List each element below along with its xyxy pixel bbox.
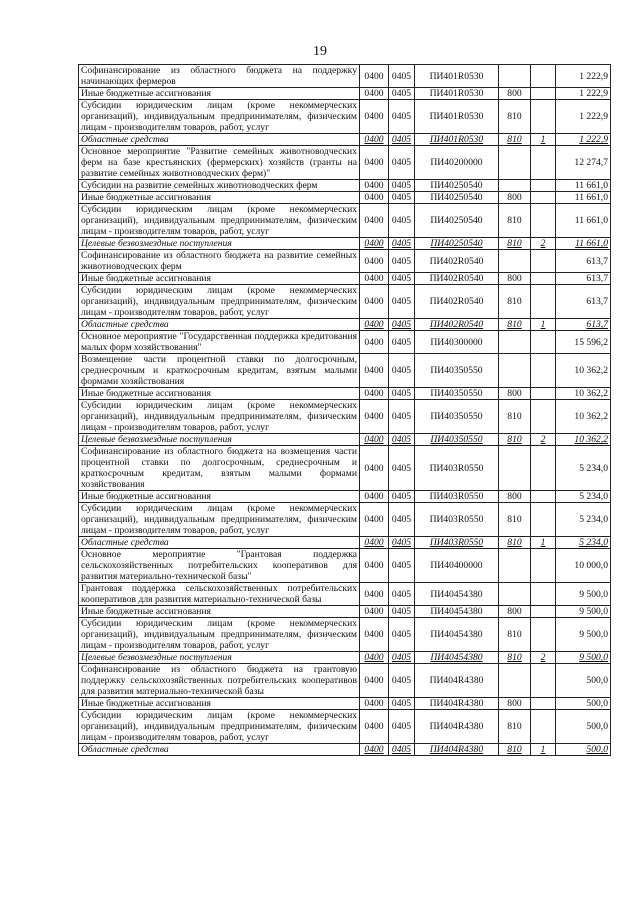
expense-type-cell: 810 xyxy=(499,285,531,319)
funding-source-cell xyxy=(531,331,556,354)
target-article-cell: ПИ40200000 xyxy=(415,146,499,180)
subsection-code-cell: 0405 xyxy=(389,491,415,503)
table-row xyxy=(79,698,611,710)
funding-source-cell xyxy=(531,192,556,204)
table-row xyxy=(79,652,611,664)
subsection-code-cell: 0405 xyxy=(389,388,415,400)
table-row xyxy=(79,400,611,434)
expense-type-cell: 800 xyxy=(499,88,531,100)
amount-cell: 10 362,2 xyxy=(556,354,611,388)
expense-type-cell: 810 xyxy=(499,238,531,250)
subsection-code-cell: 0405 xyxy=(389,664,415,698)
expense-type-cell xyxy=(499,549,531,583)
target-article-cell: ПИ40350550 xyxy=(415,388,499,400)
funding-source-cell xyxy=(531,400,556,434)
table-row xyxy=(79,285,611,319)
subsection-code-cell: 0405 xyxy=(389,434,415,446)
expense-type-cell: 800 xyxy=(499,388,531,400)
subsection-code-cell: 0405 xyxy=(389,331,415,354)
section-code-cell: 0400 xyxy=(360,180,389,192)
section-code-cell: 0400 xyxy=(360,134,389,146)
amount-cell: 613,7 xyxy=(556,250,611,273)
section-code-cell: 0400 xyxy=(360,65,389,88)
expense-type-cell xyxy=(499,146,531,180)
row-name-cell: Целевые безвозмездные поступления xyxy=(79,652,360,664)
expense-type-cell: 810 xyxy=(499,537,531,549)
section-code-cell: 0400 xyxy=(360,331,389,354)
section-code-cell: 0400 xyxy=(360,698,389,710)
section-code-cell: 0400 xyxy=(360,652,389,664)
target-article-cell: ПИ403R0550 xyxy=(415,537,499,549)
expense-type-cell xyxy=(499,65,531,88)
funding-source-cell xyxy=(531,88,556,100)
amount-cell: 10 362,2 xyxy=(556,388,611,400)
subsection-code-cell: 0405 xyxy=(389,618,415,652)
budget-table xyxy=(78,64,611,756)
target-article-cell: ПИ403R0550 xyxy=(415,446,499,491)
subsection-code-cell: 0405 xyxy=(389,146,415,180)
expense-type-cell: 810 xyxy=(499,204,531,238)
amount-cell: 5 234,0 xyxy=(556,491,611,503)
row-name-cell: Иные бюджетные ассигнования xyxy=(79,88,360,100)
section-code-cell: 0400 xyxy=(360,537,389,549)
row-name-cell: Иные бюджетные ассигнования xyxy=(79,192,360,204)
funding-source-cell xyxy=(531,65,556,88)
row-name-cell: Субсидии юридическим лицам (кроме некоммерческих организаций), индивидуальным предпринимателям, физическим лицам - производителям товаров, работ, услуг xyxy=(79,710,360,744)
expense-type-cell xyxy=(499,250,531,273)
subsection-code-cell: 0405 xyxy=(389,606,415,618)
amount-cell: 9 500,0 xyxy=(556,583,611,606)
row-name-cell: Основное мероприятие "Грантовая поддержка сельскохозяйственных потребительских кооперативов для развития материально-технической базы" xyxy=(79,549,360,583)
amount-cell: 1 222,9 xyxy=(556,88,611,100)
subsection-code-cell: 0405 xyxy=(389,204,415,238)
section-code-cell: 0400 xyxy=(360,100,389,134)
subsection-code-cell: 0405 xyxy=(389,537,415,549)
subsection-code-cell: 0405 xyxy=(389,583,415,606)
amount-cell: 15 596,2 xyxy=(556,331,611,354)
target-article-cell: ПИ401R0530 xyxy=(415,134,499,146)
target-article-cell: ПИ404R4380 xyxy=(415,710,499,744)
table-row xyxy=(79,192,611,204)
expense-type-cell: 810 xyxy=(499,319,531,331)
expense-type-cell: 810 xyxy=(499,710,531,744)
table-row xyxy=(79,146,611,180)
subsection-code-cell: 0405 xyxy=(389,698,415,710)
funding-source-cell xyxy=(531,583,556,606)
target-article-cell: ПИ40300000 xyxy=(415,331,499,354)
section-code-cell: 0400 xyxy=(360,88,389,100)
row-name-cell: Областные средства xyxy=(79,744,360,756)
amount-cell: 11 661,0 xyxy=(556,180,611,192)
amount-cell: 500,0 xyxy=(556,664,611,698)
funding-source-cell: 1 xyxy=(531,744,556,756)
budget-table-body xyxy=(79,65,611,756)
amount-cell: 9 500,0 xyxy=(556,618,611,652)
expense-type-cell: 810 xyxy=(499,503,531,537)
funding-source-cell xyxy=(531,354,556,388)
row-name-cell: Иные бюджетные ассигнования xyxy=(79,388,360,400)
section-code-cell: 0400 xyxy=(360,192,389,204)
table-row xyxy=(79,664,611,698)
expense-type-cell xyxy=(499,583,531,606)
section-code-cell: 0400 xyxy=(360,400,389,434)
amount-cell: 500,0 xyxy=(556,710,611,744)
target-article-cell: ПИ40250540 xyxy=(415,204,499,238)
table-row xyxy=(79,537,611,549)
funding-source-cell xyxy=(531,273,556,285)
section-code-cell: 0400 xyxy=(360,503,389,537)
section-code-cell: 0400 xyxy=(360,146,389,180)
funding-source-cell xyxy=(531,549,556,583)
target-article-cell: ПИ40400000 xyxy=(415,549,499,583)
section-code-cell: 0400 xyxy=(360,549,389,583)
subsection-code-cell: 0405 xyxy=(389,652,415,664)
expense-type-cell: 800 xyxy=(499,698,531,710)
target-article-cell: ПИ40454380 xyxy=(415,618,499,652)
section-code-cell: 0400 xyxy=(360,388,389,400)
table-row xyxy=(79,434,611,446)
funding-source-cell: 1 xyxy=(531,134,556,146)
amount-cell: 613,7 xyxy=(556,273,611,285)
target-article-cell: ПИ404R4380 xyxy=(415,744,499,756)
expense-type-cell: 800 xyxy=(499,273,531,285)
target-article-cell: ПИ404R4380 xyxy=(415,698,499,710)
row-name-cell: Субсидии юридическим лицам (кроме некоммерческих организаций), индивидуальным предпринимателям, физическим лицам - производителям товаров, работ, услуг xyxy=(79,503,360,537)
amount-cell: 9 500,0 xyxy=(556,606,611,618)
target-article-cell: ПИ402R0540 xyxy=(415,273,499,285)
row-name-cell: Областные средства xyxy=(79,319,360,331)
row-name-cell: Иные бюджетные ассигнования xyxy=(79,606,360,618)
section-code-cell: 0400 xyxy=(360,250,389,273)
section-code-cell: 0400 xyxy=(360,238,389,250)
table-row xyxy=(79,744,611,756)
table-row xyxy=(79,446,611,491)
target-article-cell: ПИ40350550 xyxy=(415,434,499,446)
expense-type-cell: 800 xyxy=(499,491,531,503)
section-code-cell: 0400 xyxy=(360,491,389,503)
row-name-cell: Основное мероприятие "Государственная поддержка кредитования малых форм хозяйствования" xyxy=(79,331,360,354)
subsection-code-cell: 0405 xyxy=(389,180,415,192)
target-article-cell: ПИ402R0540 xyxy=(415,250,499,273)
section-code-cell: 0400 xyxy=(360,618,389,652)
subsection-code-cell: 0405 xyxy=(389,744,415,756)
amount-cell: 1 222,9 xyxy=(556,100,611,134)
expense-type-cell: 810 xyxy=(499,434,531,446)
subsection-code-cell: 0405 xyxy=(389,354,415,388)
table-row xyxy=(79,250,611,273)
target-article-cell: ПИ401R0530 xyxy=(415,65,499,88)
funding-source-cell xyxy=(531,606,556,618)
target-article-cell: ПИ40250540 xyxy=(415,238,499,250)
funding-source-cell xyxy=(531,100,556,134)
target-article-cell: ПИ40454380 xyxy=(415,652,499,664)
subsection-code-cell: 0405 xyxy=(389,65,415,88)
amount-cell: 12 274,7 xyxy=(556,146,611,180)
expense-type-cell: 810 xyxy=(499,100,531,134)
section-code-cell: 0400 xyxy=(360,446,389,491)
row-name-cell: Иные бюджетные ассигнования xyxy=(79,273,360,285)
subsection-code-cell: 0405 xyxy=(389,134,415,146)
funding-source-cell xyxy=(531,618,556,652)
table-row xyxy=(79,606,611,618)
section-code-cell: 0400 xyxy=(360,285,389,319)
amount-cell: 5 234,0 xyxy=(556,537,611,549)
amount-cell: 1 222,9 xyxy=(556,65,611,88)
funding-source-cell: 2 xyxy=(531,652,556,664)
table-row xyxy=(79,583,611,606)
section-code-cell: 0400 xyxy=(360,744,389,756)
funding-source-cell: 2 xyxy=(531,434,556,446)
row-name-cell: Субсидии юридическим лицам (кроме некоммерческих организаций), индивидуальным предпринимателям, физическим лицам - производителям товаров, работ, услуг xyxy=(79,285,360,319)
subsection-code-cell: 0405 xyxy=(389,710,415,744)
row-name-cell: Иные бюджетные ассигнования xyxy=(79,491,360,503)
funding-source-cell xyxy=(531,664,556,698)
row-name-cell: Софинансирование из областного бюджета на поддержку начинающих фермеров xyxy=(79,65,360,88)
amount-cell: 10 362,2 xyxy=(556,400,611,434)
row-name-cell: Субсидии юридическим лицам (кроме некоммерческих организаций), индивидуальным предпринимателям, физическим лицам - производителям товаров, работ, услуг xyxy=(79,204,360,238)
table-row xyxy=(79,388,611,400)
subsection-code-cell: 0405 xyxy=(389,319,415,331)
expense-type-cell xyxy=(499,354,531,388)
subsection-code-cell: 0405 xyxy=(389,285,415,319)
funding-source-cell xyxy=(531,285,556,319)
table-row xyxy=(79,319,611,331)
target-article-cell: ПИ401R0530 xyxy=(415,100,499,134)
funding-source-cell xyxy=(531,710,556,744)
table-row xyxy=(79,503,611,537)
row-name-cell: Субсидии юридическим лицам (кроме некоммерческих организаций), индивидуальным предпринимателям, физическим лицам - производителям товаров, работ, услуг xyxy=(79,400,360,434)
amount-cell: 10 362,2 xyxy=(556,434,611,446)
section-code-cell: 0400 xyxy=(360,434,389,446)
section-code-cell: 0400 xyxy=(360,664,389,698)
row-name-cell: Субсидии юридическим лицам (кроме некоммерческих организаций), индивидуальным предпринимателям, физическим лицам - производителям товаров, работ, услуг xyxy=(79,100,360,134)
expense-type-cell: 810 xyxy=(499,652,531,664)
table-row xyxy=(79,618,611,652)
row-name-cell: Областные средства xyxy=(79,537,360,549)
target-article-cell: ПИ40454380 xyxy=(415,583,499,606)
funding-source-cell: 1 xyxy=(531,537,556,549)
target-article-cell: ПИ40350550 xyxy=(415,400,499,434)
funding-source-cell xyxy=(531,388,556,400)
target-article-cell: ПИ402R0540 xyxy=(415,285,499,319)
funding-source-cell xyxy=(531,204,556,238)
table-row xyxy=(79,354,611,388)
subsection-code-cell: 0405 xyxy=(389,273,415,285)
funding-source-cell xyxy=(531,146,556,180)
amount-cell: 500,0 xyxy=(556,698,611,710)
target-article-cell: ПИ40350550 xyxy=(415,354,499,388)
funding-source-cell: 2 xyxy=(531,238,556,250)
row-name-cell: Софинансирование из областного бюджета на возмещения части процентной ставки по долгосрочным, среднесрочным и краткосрочным кредитам, взятым малыми формами хозяйствования xyxy=(79,446,360,491)
expense-type-cell xyxy=(499,446,531,491)
table-row xyxy=(79,134,611,146)
funding-source-cell xyxy=(531,503,556,537)
row-name-cell: Основное мероприятие "Развитие семейных животноводческих ферм на базе крестьянских (фермерских) хозяйств (гранты на развитие семейных животноводческих ферм)" xyxy=(79,146,360,180)
funding-source-cell xyxy=(531,446,556,491)
expense-type-cell: 810 xyxy=(499,400,531,434)
amount-cell: 5 234,0 xyxy=(556,446,611,491)
target-article-cell: ПИ403R0550 xyxy=(415,503,499,537)
subsection-code-cell: 0405 xyxy=(389,400,415,434)
target-article-cell: ПИ403R0550 xyxy=(415,491,499,503)
amount-cell: 11 661,0 xyxy=(556,192,611,204)
section-code-cell: 0400 xyxy=(360,583,389,606)
section-code-cell: 0400 xyxy=(360,354,389,388)
target-article-cell: ПИ401R0530 xyxy=(415,88,499,100)
table-row xyxy=(79,549,611,583)
subsection-code-cell: 0405 xyxy=(389,446,415,491)
amount-cell: 500,0 xyxy=(556,744,611,756)
amount-cell: 5 234,0 xyxy=(556,503,611,537)
table-row xyxy=(79,100,611,134)
expense-type-cell: 800 xyxy=(499,606,531,618)
funding-source-cell xyxy=(531,698,556,710)
funding-source-cell xyxy=(531,491,556,503)
subsection-code-cell: 0405 xyxy=(389,192,415,204)
section-code-cell: 0400 xyxy=(360,710,389,744)
section-code-cell: 0400 xyxy=(360,204,389,238)
row-name-cell: Целевые безвозмездные поступления xyxy=(79,238,360,250)
subsection-code-cell: 0405 xyxy=(389,250,415,273)
table-row xyxy=(79,180,611,192)
expense-type-cell: 800 xyxy=(499,192,531,204)
table-row xyxy=(79,204,611,238)
row-name-cell: Софинансирование из областного бюджета на грантовую поддержку сельскохозяйственных потребительских кооперативов для развития материально-технической базы xyxy=(79,664,360,698)
target-article-cell: ПИ402R0540 xyxy=(415,319,499,331)
section-code-cell: 0400 xyxy=(360,606,389,618)
table-row xyxy=(79,65,611,88)
expense-type-cell xyxy=(499,664,531,698)
row-name-cell: Целевые безвозмездные поступления xyxy=(79,434,360,446)
subsection-code-cell: 0405 xyxy=(389,100,415,134)
amount-cell: 613,7 xyxy=(556,319,611,331)
funding-source-cell xyxy=(531,250,556,273)
amount-cell: 11 661,0 xyxy=(556,238,611,250)
subsection-code-cell: 0405 xyxy=(389,503,415,537)
expense-type-cell: 810 xyxy=(499,134,531,146)
target-article-cell: ПИ40454380 xyxy=(415,606,499,618)
table-row xyxy=(79,273,611,285)
expense-type-cell: 810 xyxy=(499,744,531,756)
table-row xyxy=(79,331,611,354)
amount-cell: 11 661,0 xyxy=(556,204,611,238)
row-name-cell: Субсидии юридическим лицам (кроме некоммерческих организаций), индивидуальным предпринимателям, физическим лицам - производителям товаров, работ, услуг xyxy=(79,618,360,652)
target-article-cell: ПИ40250540 xyxy=(415,180,499,192)
funding-source-cell: 1 xyxy=(531,319,556,331)
expense-type-cell: 810 xyxy=(499,618,531,652)
table-row xyxy=(79,491,611,503)
table-row xyxy=(79,238,611,250)
table-row xyxy=(79,710,611,744)
row-name-cell: Возмещение части процентной ставки по долгосрочным, среднесрочным и краткосрочным кредитам, взятым малыми формами хозяйствования xyxy=(79,354,360,388)
target-article-cell: ПИ40250540 xyxy=(415,192,499,204)
target-article-cell: ПИ404R4380 xyxy=(415,664,499,698)
table-row xyxy=(79,88,611,100)
section-code-cell: 0400 xyxy=(360,319,389,331)
section-code-cell: 0400 xyxy=(360,273,389,285)
page-number: 19 xyxy=(313,44,327,59)
row-name-cell: Софинансирование из областного бюджета на развитие семейных животноводческих ферм xyxy=(79,250,360,273)
subsection-code-cell: 0405 xyxy=(389,549,415,583)
subsection-code-cell: 0405 xyxy=(389,88,415,100)
amount-cell: 10 000,0 xyxy=(556,549,611,583)
row-name-cell: Грантовая поддержка сельскохозяйственных потребительских кооперативов для развития материально-технической базы xyxy=(79,583,360,606)
amount-cell: 613,7 xyxy=(556,285,611,319)
funding-source-cell xyxy=(531,180,556,192)
row-name-cell: Областные средства xyxy=(79,134,360,146)
expense-type-cell xyxy=(499,331,531,354)
row-name-cell: Субсидии на развитие семейных животноводческих ферм xyxy=(79,180,360,192)
row-name-cell: Иные бюджетные ассигнования xyxy=(79,698,360,710)
amount-cell: 1 222,9 xyxy=(556,134,611,146)
subsection-code-cell: 0405 xyxy=(389,238,415,250)
expense-type-cell xyxy=(499,180,531,192)
amount-cell: 9 500,0 xyxy=(556,652,611,664)
